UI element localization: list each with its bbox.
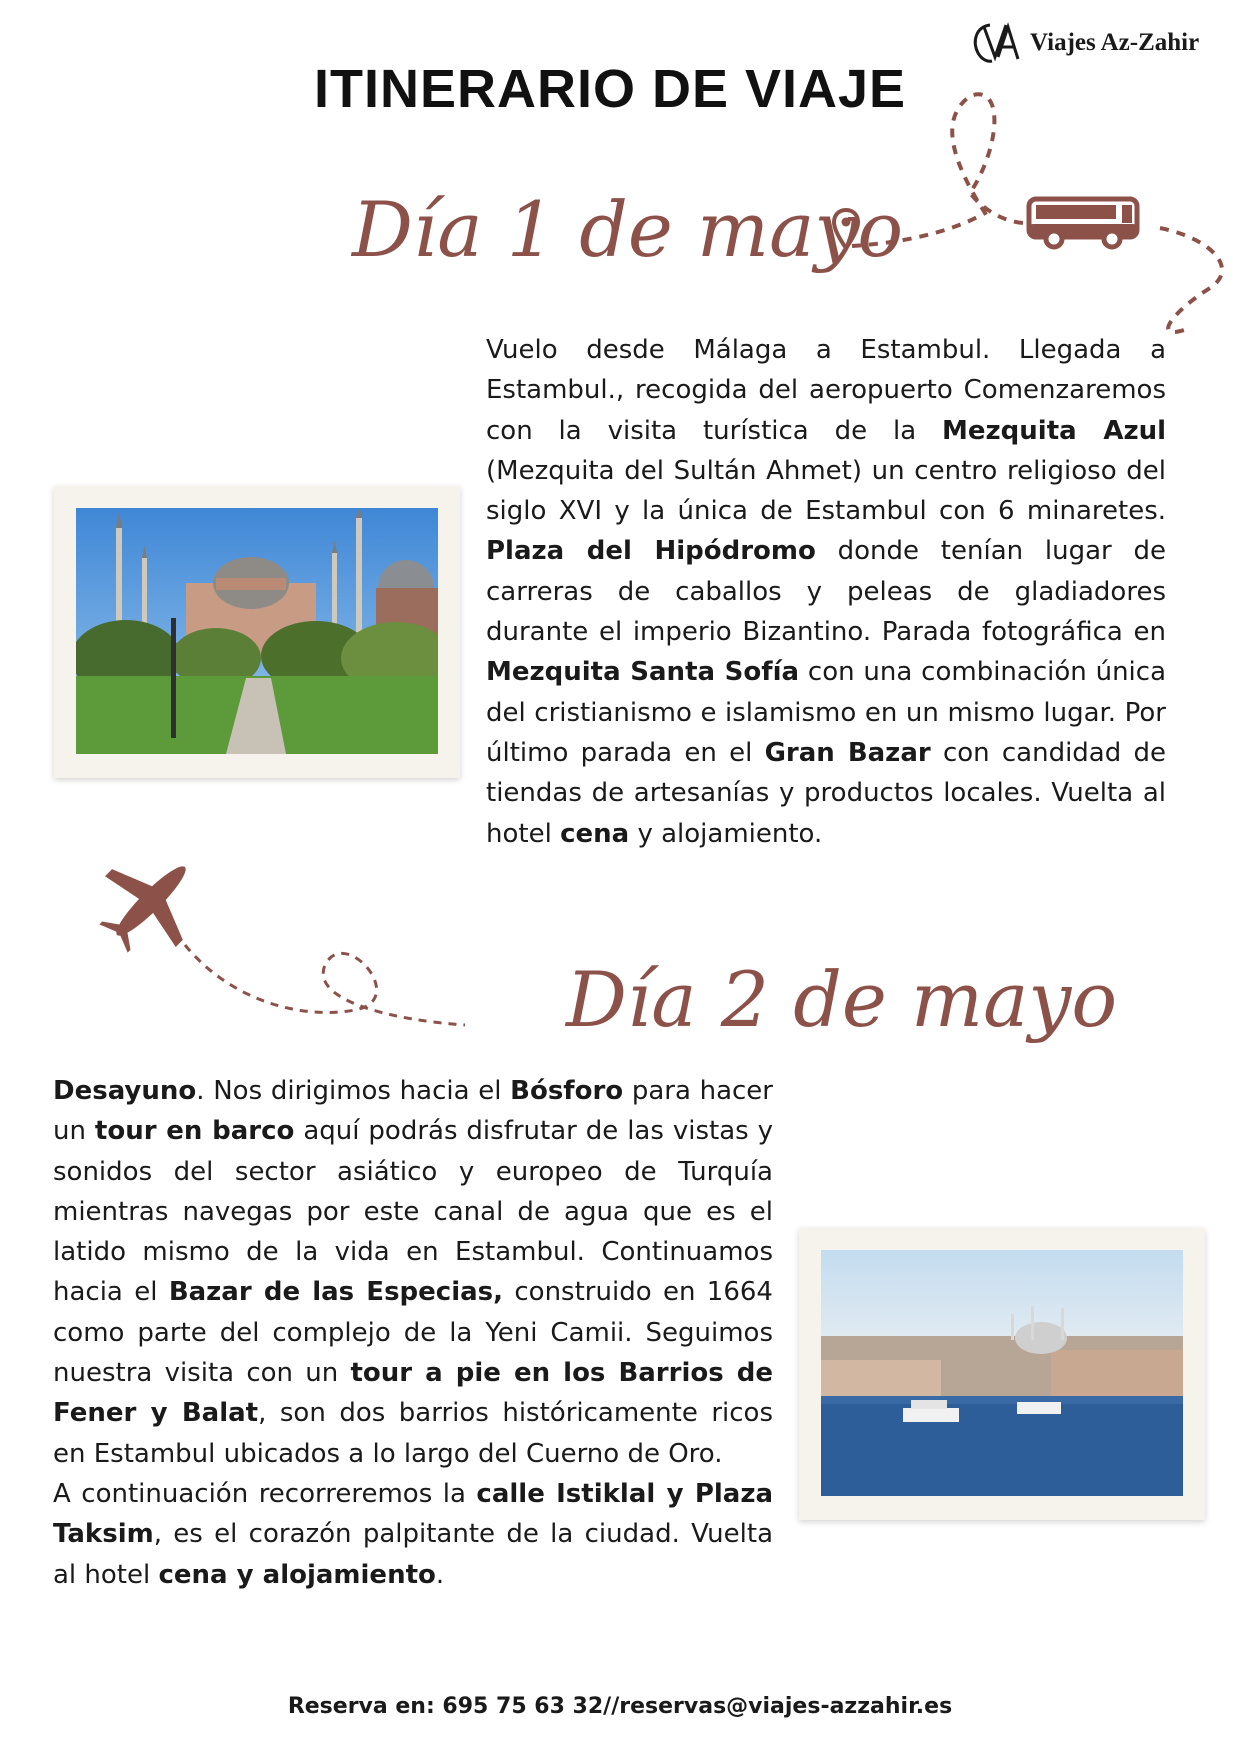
day2-heading: Día 2 de mayo bbox=[566, 955, 1118, 1044]
day1-description bbox=[486, 330, 1166, 854]
highlight-text: Desayuno bbox=[53, 1076, 197, 1106]
body-text: construido en 1664 como parte del complejo de la Yeni Camii. Seguimos nuestra visita con un bbox=[53, 1277, 773, 1389]
body-text: , es el corazón palpitante de la ciudad. Vuelta al hotel bbox=[53, 1519, 773, 1590]
brand-name: Viajes Az-Zahir bbox=[1030, 29, 1200, 56]
body-text: (Mezquita del Sultán Ahmet) un centro religioso del siglo XVI y la única de Estambul con 6 minaretes. bbox=[486, 455, 1166, 527]
booking-footer: Reserva en: 695 75 63 32//reservas@viajes-azzahir.es bbox=[287, 1694, 953, 1719]
body-text: Vuelo desde Málaga a Estambul. Llegada a Estambul., recogida del aeropuerto Comenzaremos con la visita turística de la bbox=[486, 335, 1166, 446]
va-monogram-icon bbox=[968, 21, 1022, 65]
body-text: para hacer un bbox=[53, 1076, 773, 1147]
day1-heading: Día 1 de mayo bbox=[352, 185, 904, 274]
highlight-text: cena bbox=[560, 818, 630, 849]
highlight-text: cena y alojamiento bbox=[158, 1559, 436, 1590]
body-text: con candidad de tiendas de artesanías y productos locales. Vuelta al hotel bbox=[486, 737, 1166, 849]
highlight-text: tour en barco bbox=[94, 1116, 295, 1147]
highlight-text: Bósforo bbox=[510, 1076, 624, 1106]
body-text: aquí podrás disfrutar de las vistas y sonidos del sector asiático y europeo de Turquía mientras navegas por este canal de agua que es el latido mismo de la vida en Estambul. Continuamos hacia el bbox=[53, 1116, 774, 1308]
bosphorus-photo bbox=[799, 1228, 1205, 1520]
highlight-text: Bazar de las Especias, bbox=[168, 1277, 504, 1308]
body-text: y alojamiento. bbox=[629, 818, 823, 849]
flight-trail-decoration bbox=[180, 930, 470, 1030]
hagia-sophia-photo bbox=[54, 486, 460, 778]
body-text: , son dos barrios históricamente ricos en Estambul ubicados a lo largo del Cuerno de Oro. bbox=[53, 1398, 774, 1469]
highlight-text: Plaza del Hipódromo bbox=[486, 536, 816, 567]
highlight-text: Gran Bazar bbox=[764, 737, 931, 768]
body-text: A continuación recorreremos la bbox=[53, 1478, 477, 1509]
brand-logo bbox=[968, 18, 1199, 68]
body-text: . bbox=[435, 1559, 445, 1590]
body-text: con una combinación única del cristianismo e islamismo en un mismo lugar. Por último parada en el bbox=[486, 657, 1166, 768]
highlight-text: tour a pie en los Barrios de Fener y Balat bbox=[53, 1358, 773, 1429]
day2-description bbox=[53, 1071, 773, 1595]
body-text: . Nos dirigimos hacia el bbox=[196, 1076, 511, 1106]
bus-icon bbox=[1026, 196, 1144, 250]
body-text: donde tenían lugar de carreras de caballos y peleas de gladiadores durante el imperio Bizantino. Parada fotográfica en bbox=[486, 536, 1166, 648]
highlight-text: Mezquita Santa Sofía bbox=[486, 657, 800, 688]
photo-image bbox=[821, 1250, 1183, 1496]
highlight-text: calle Istiklal y Plaza Taksim bbox=[53, 1478, 774, 1550]
photo-image bbox=[76, 508, 438, 754]
highlight-text: Mezquita Azul bbox=[942, 415, 1166, 446]
page-title: ITINERARIO DE VIAJE bbox=[313, 59, 907, 119]
